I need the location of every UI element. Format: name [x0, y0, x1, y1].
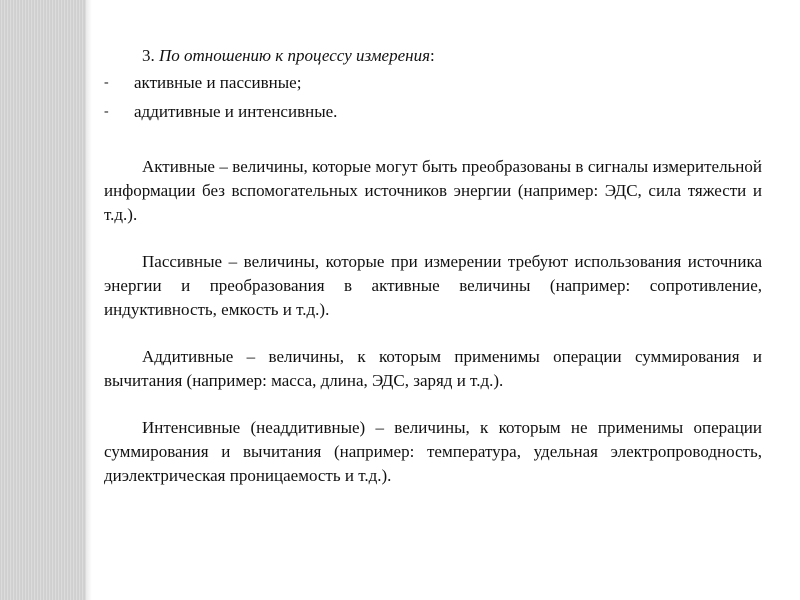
left-decorative-band [0, 0, 86, 600]
section-heading [142, 44, 762, 70]
paragraph-additive: Аддитивные – величины, к которым применимы операции суммирования и вычитания (например: масса, длина, ЭДС, заряд и т.д.). [104, 347, 762, 390]
paragraph-active: Активные – величины, которые могут быть преобразованы в сигналы измерительной информации без вспомогательных источников энергии (например: ЭДС, сила тяжести и т.д.). [104, 157, 762, 224]
dash-marker: - [104, 104, 109, 119]
list-item [104, 70, 762, 99]
heading-text: По отношению к процессу измерения [159, 46, 430, 65]
paragraph-intensive: Интенсивные (неаддитивные) – величины, к которым не применимы операции суммирования и вычитания (например: температура, удельная электропроводность, диэлектрическая проницаемость и т.д.). [104, 418, 762, 485]
paragraph-passive: Пассивные – величины, которые при измерении требуют использования источника энергии и преобразования в активные величины (например: сопротивление, индуктивность, емкость и т.д.). [104, 252, 762, 319]
heading-number: 3. [142, 46, 155, 65]
classification-list [104, 70, 762, 128]
list-item-text: аддитивные и интенсивные. [134, 102, 338, 121]
left-band-edge [86, 0, 92, 600]
list-item-text: активные и пассивные; [134, 73, 302, 92]
list-item [104, 99, 762, 128]
slide-content [104, 44, 762, 488]
dash-marker: - [104, 75, 109, 90]
heading-colon: : [430, 46, 435, 65]
